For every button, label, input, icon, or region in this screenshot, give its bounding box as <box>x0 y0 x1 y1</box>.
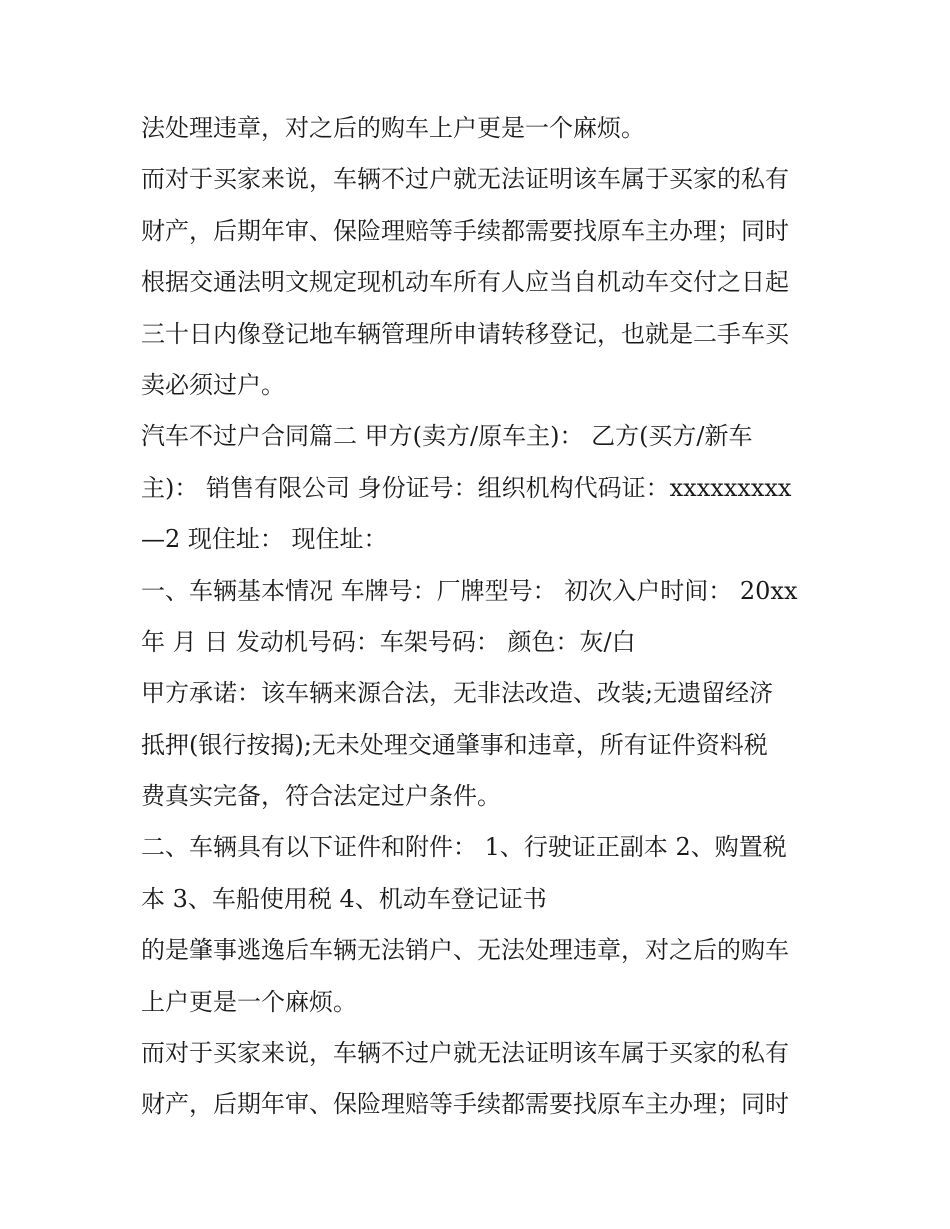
text-line: 上户更是一个麻烦。 <box>141 987 357 1016</box>
text-line: —2 现住址： 现住址： <box>141 525 388 554</box>
text-line: 法处理违章，对之后的购车上户更是一个麻烦。 <box>141 114 645 142</box>
text-line: 本 3、车船使用税 4、机动车登记证书 <box>141 884 547 913</box>
text-line: 卖必须过户。 <box>141 370 285 399</box>
text-line: 而对于买家来说，车辆不过户就无法证明该车属于买家的私有 <box>141 165 789 194</box>
text-line: 财产，后期年审、保险理赔等手续都需要找原车主办理；同时 <box>141 216 789 245</box>
text-line: 主)： 销售有限公司 身份证号：组织机构代码证：xxxxxxxxx <box>141 473 792 502</box>
text-line: 甲方承诺：该车辆来源合法，无非法改造、改装;无遗留经济 <box>141 679 774 708</box>
text-line: 根据交通法明文规定现机动车所有人应当自机动车交付之日起 <box>141 268 789 297</box>
document-body <box>141 103 831 1131</box>
text-line: 抵押(银行按揭);无未处理交通肇事和违章，所有证件资料税 <box>141 730 768 759</box>
text-line: 汽车不过户合同篇二 甲方(卖方/原车主)： 乙方(买方/新车 <box>141 422 753 451</box>
text-line: 的是肇事逃逸后车辆无法销户、无法处理违章，对之后的购车 <box>141 936 789 965</box>
text-line: 三十日内像登记地车辆管理所申请转移登记，也就是二手车买 <box>141 319 789 348</box>
text-line: 而对于买家来说，车辆不过户就无法证明该车属于买家的私有 <box>141 1039 789 1068</box>
text-line: 年 月 日 发动机号码：车架号码： 颜色：灰/白 <box>141 627 636 656</box>
text-line: 财产，后期年审、保险理赔等手续都需要找原车主办理；同时 <box>141 1090 789 1119</box>
text-line: 一、车辆基本情况 车牌号：厂牌型号： 初次入户时间： 20xx <box>141 576 798 605</box>
text-line: 费真实完备，符合法定过户条件。 <box>141 782 501 811</box>
text-line: 二、车辆具有以下证件和附件： 1、行驶证正副本 2、购置税 <box>141 833 787 862</box>
